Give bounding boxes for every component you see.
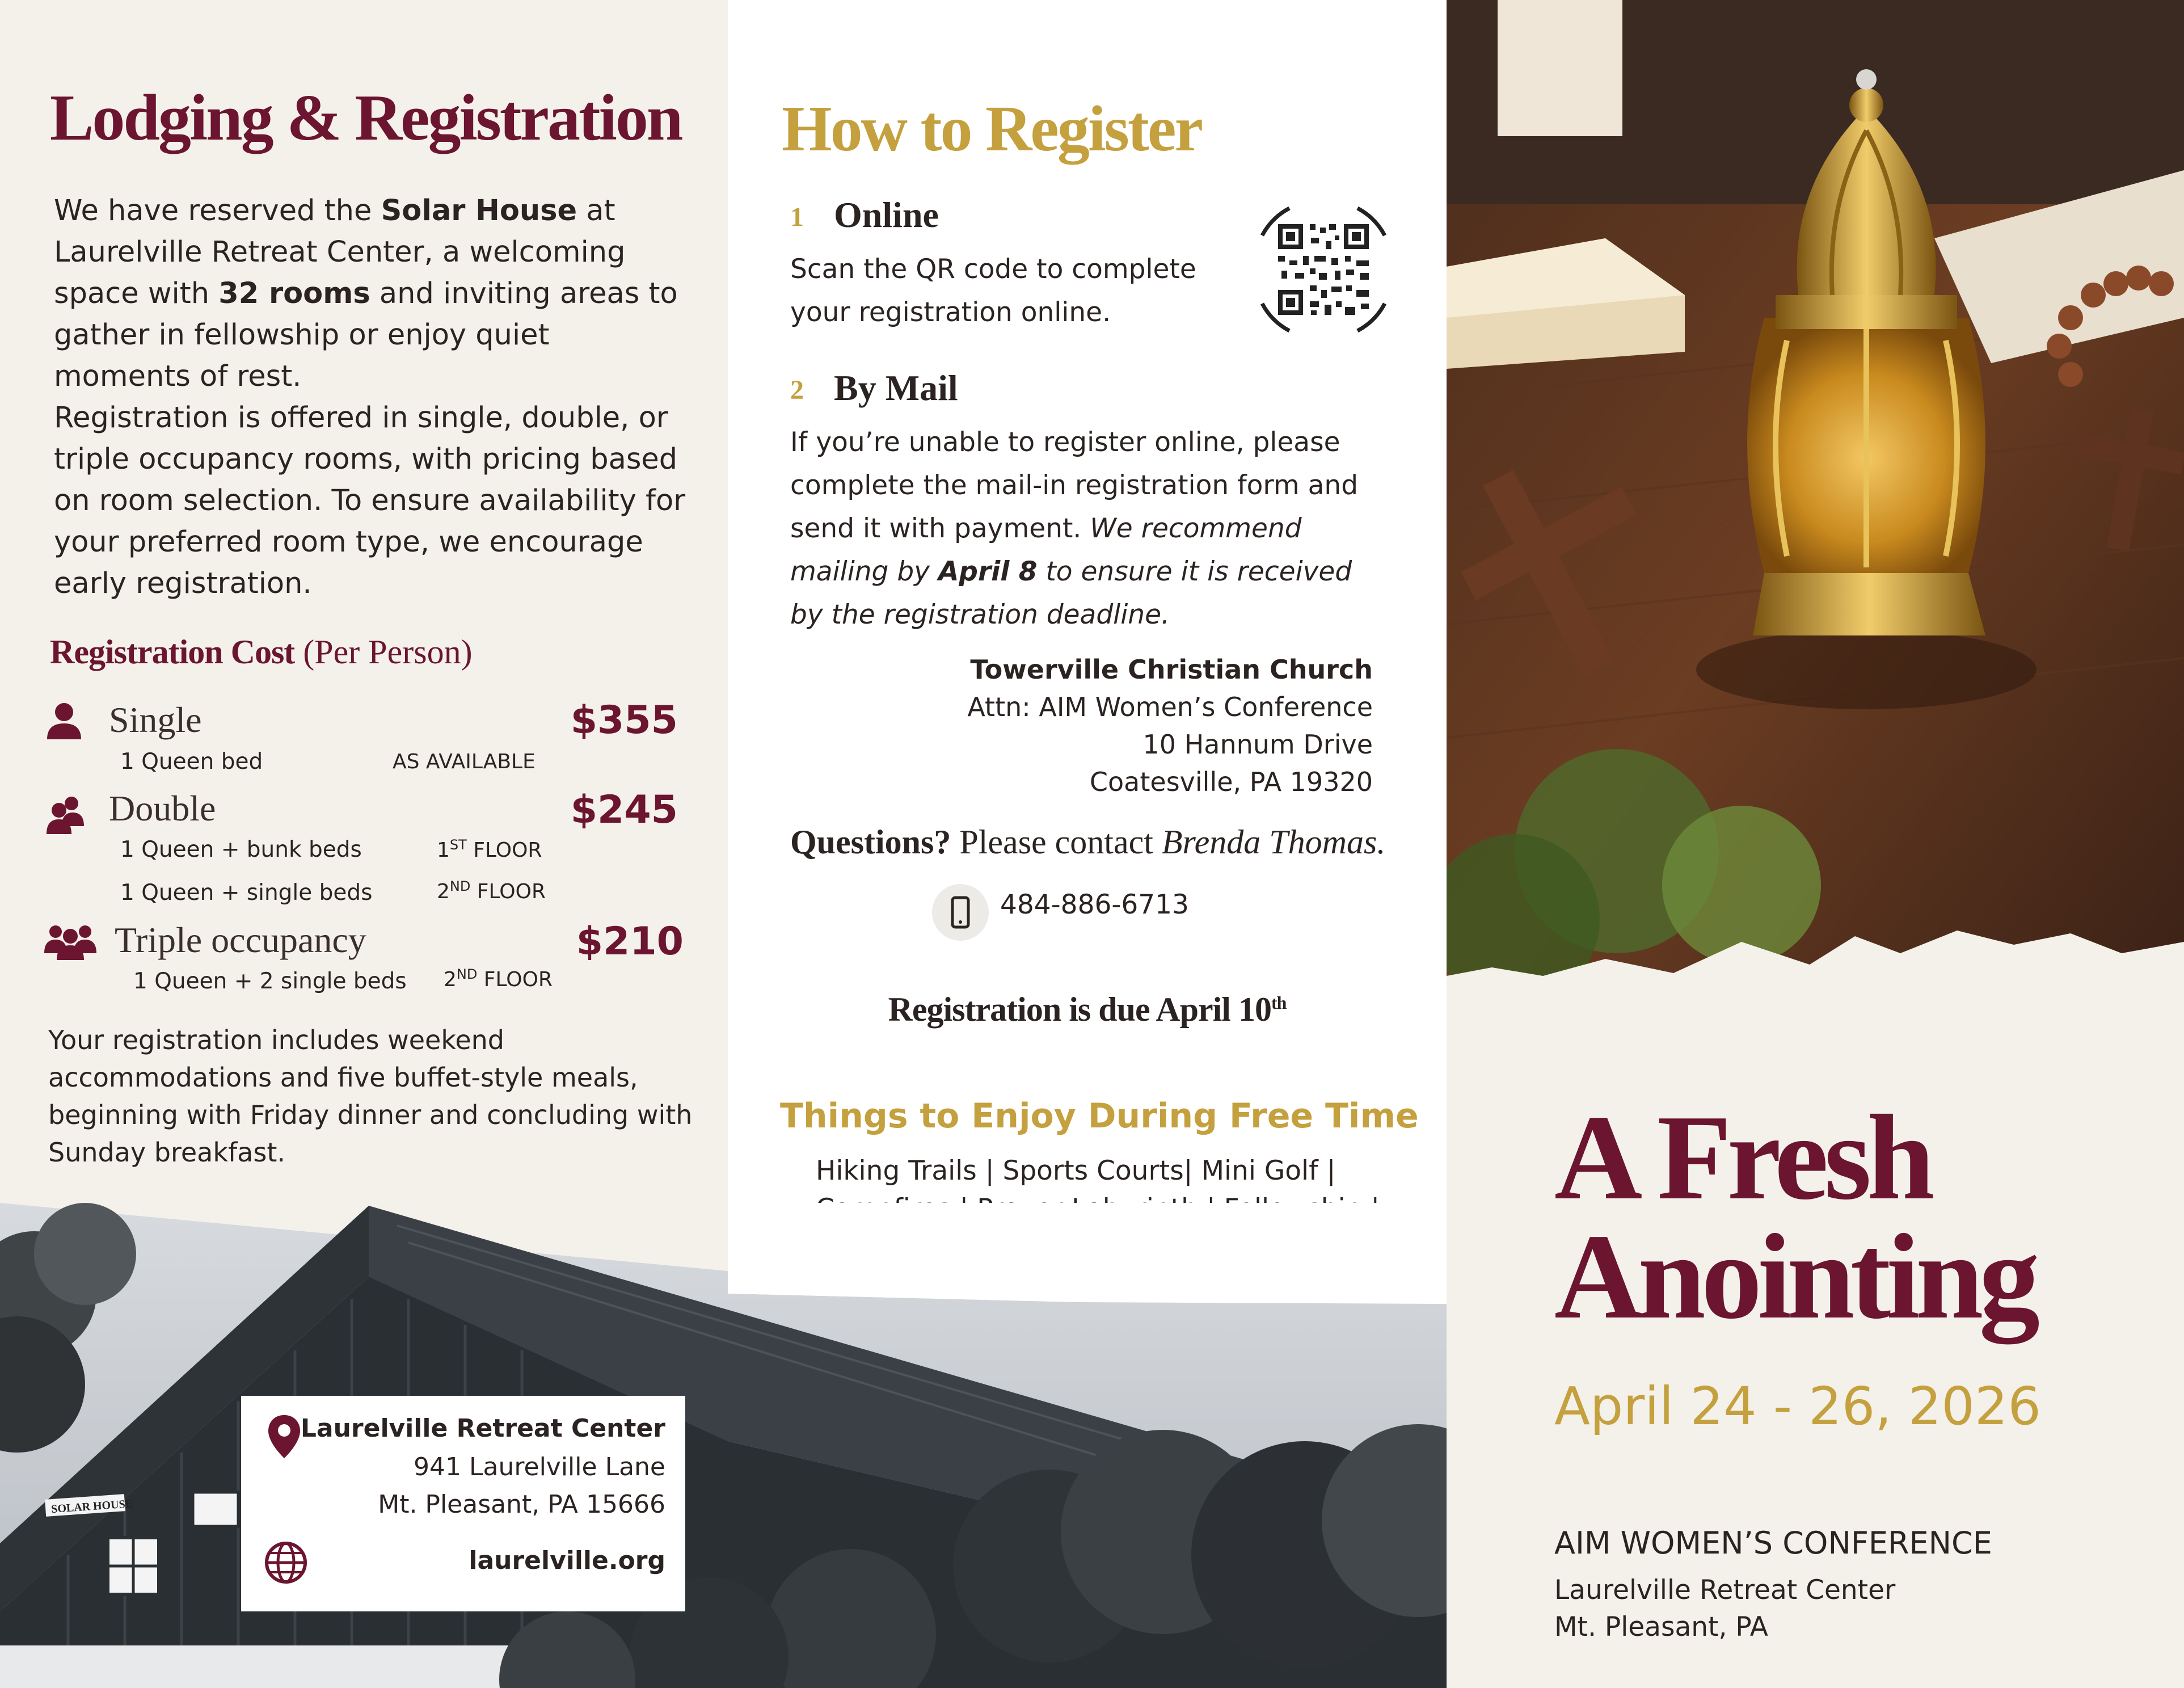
- conference-name: AIM WOMEN’S CONFERENCE: [1554, 1525, 1992, 1561]
- mail-street: 10 Hannum Drive: [1142, 729, 1373, 760]
- solar-house-photo: [0, 1203, 1455, 1688]
- double-floor-2: [437, 878, 546, 903]
- room-double-price: $245: [570, 788, 678, 832]
- step-1-title: Online: [834, 195, 939, 235]
- due-text: Registration is due April 10: [888, 991, 1271, 1028]
- intro-text: and inviting areas to gather in fellowship or enjoy quiet moments of rest.: [54, 277, 678, 393]
- cover-panel: [1447, 0, 2184, 1688]
- floor-number: 1: [437, 839, 450, 862]
- room-single-name: Single: [109, 700, 202, 740]
- step-2-text: [790, 421, 1386, 637]
- double-person-icon: [45, 794, 85, 834]
- floor-word: FLOOR: [477, 880, 546, 903]
- floor-number: 2: [437, 880, 450, 903]
- room-triple-name: Triple occupancy: [115, 920, 366, 960]
- floor-number: 2: [444, 968, 457, 991]
- step-2-recommendation: We recommend mailing by: [790, 513, 1302, 587]
- venue-city: Mt. Pleasant, PA 15666: [378, 1490, 665, 1519]
- venue-street: 941 Laurelville Lane: [414, 1453, 665, 1481]
- mail-city: Coatesville, PA 19320: [1089, 767, 1373, 797]
- address-card: [241, 1396, 685, 1611]
- lodging-title: Lodging & Registration: [50, 82, 682, 154]
- triple-floor: [444, 966, 553, 991]
- step-1-number: 1: [790, 202, 804, 232]
- event-title-line-2: Anointing: [1554, 1209, 2036, 1344]
- questions-line: [790, 823, 1385, 862]
- triple-person-icon: [44, 920, 96, 960]
- double-bed-label-2: 1 Queen + single beds: [120, 880, 373, 906]
- double-bed-label-1: 1 Queen + bunk beds: [120, 837, 362, 862]
- registration-paragraph: Registration is offered in single, double, or triple occupancy rooms, with pricing based on room selection. To ensure availability for your preferred room type, we encourage early registration.: [54, 401, 686, 600]
- how-to-register-title: How to Register: [782, 92, 1202, 165]
- step-2-number: 2: [790, 375, 804, 405]
- free-time-heading: Things to Enjoy During Free Time: [780, 1096, 1419, 1136]
- venue-name: Laurelville Retreat Center: [300, 1414, 665, 1443]
- includes-text: Your registration includes weekend accommodations and five buffet-style meals, beginning with Friday dinner and concluding with Sunday breakfast.: [48, 1025, 693, 1168]
- triple-bed-label: 1 Queen + 2 single beds: [133, 969, 407, 994]
- mail-address: [967, 651, 1373, 801]
- questions-text: Please contact: [959, 823, 1153, 861]
- house-sign: SOLAR HOUSE: [50, 1497, 133, 1516]
- step-2-title: By Mail: [834, 368, 958, 408]
- mail-org: Towerville Christian Church: [970, 654, 1373, 685]
- room-single-price: $355: [570, 698, 678, 743]
- double-floor-1: [437, 837, 542, 862]
- due-suffix: th: [1271, 992, 1287, 1013]
- phone-number[interactable]: 484-886-6713: [1000, 889, 1189, 920]
- floor-word: FLOOR: [473, 839, 542, 862]
- event-venue: Laurelville Retreat Center: [1554, 1575, 1896, 1606]
- contact-name: Brenda Thomas.: [1161, 823, 1386, 861]
- registration-due: [728, 990, 1447, 1029]
- single-bed-label: 1 Queen bed: [120, 749, 263, 774]
- free-time-activities: Hiking Trails | Sports Courts| Mini Golf |: [816, 1155, 1336, 1186]
- floor-suffix: ST: [449, 837, 467, 853]
- map-pin-icon: [267, 1414, 302, 1459]
- room-double-name: Double: [109, 788, 216, 828]
- room-triple-price: $210: [576, 919, 684, 964]
- lodging-intro: [54, 190, 695, 397]
- step-2-deadline-note: to ensure it is received by the registration deadline.: [790, 556, 1352, 630]
- intro-rooms-count: 32 rooms: [218, 277, 370, 310]
- mail-attn: Attn: AIM Women’s Conference: [967, 692, 1373, 722]
- event-town: Mt. Pleasant, PA: [1554, 1611, 1768, 1643]
- intro-text: We have reserved the: [54, 194, 381, 228]
- registration-cost-heading: [50, 633, 473, 672]
- cost-heading-label: Registration Cost: [50, 633, 295, 671]
- single-availability: AS AVAILABLE: [393, 750, 536, 773]
- floor-suffix: ND: [456, 966, 478, 982]
- intro-solar-house: Solar House: [381, 194, 577, 228]
- event-dates: April 24 - 26, 2026: [1554, 1376, 2041, 1437]
- qr-code-icon[interactable]: [1255, 201, 1392, 338]
- phone-icon: [932, 884, 989, 941]
- single-person-icon: [44, 701, 84, 740]
- intro-text: at Laurelville Retreat Center, a welcoming space with: [54, 194, 626, 310]
- step-1-text: Scan the QR code to complete your registration online.: [790, 254, 1196, 328]
- venue-website[interactable]: laurelville.org: [469, 1546, 665, 1575]
- event-title-line-1: A Fresh: [1554, 1089, 1930, 1225]
- step-2-mail-date: April 8: [938, 556, 1038, 587]
- floor-word: FLOOR: [483, 968, 553, 991]
- event-title: [1554, 1089, 2036, 1344]
- globe-icon: [264, 1540, 308, 1585]
- step-2-body: If you’re unable to register online, please complete the mail-in registration form and send it with payment.: [790, 427, 1359, 544]
- questions-label: Questions?: [790, 823, 951, 861]
- floor-suffix: ND: [449, 878, 471, 894]
- anointing-oil-photo: [1447, 0, 2184, 1010]
- cost-heading-sub: (Per Person): [303, 633, 473, 671]
